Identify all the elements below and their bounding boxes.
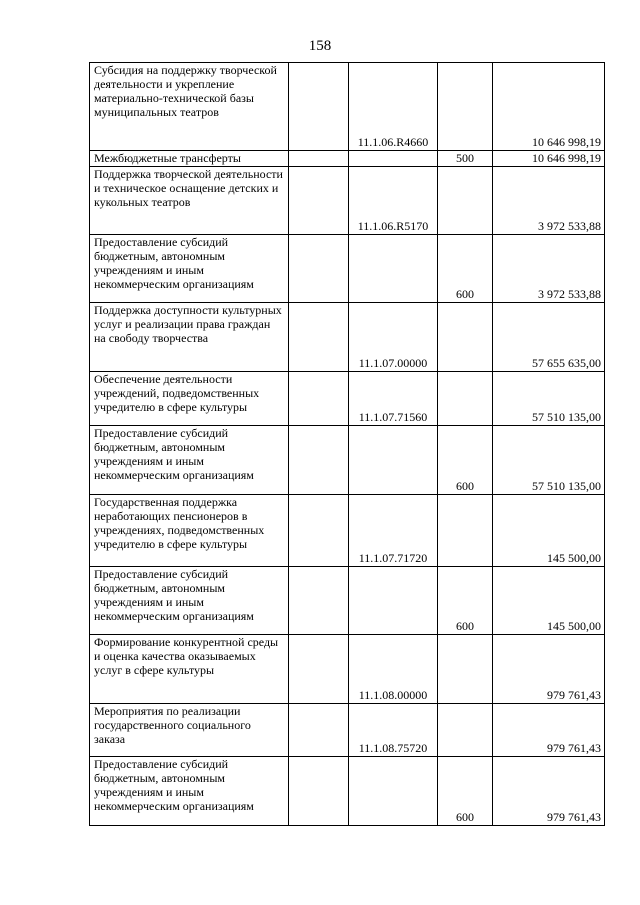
row-code [349, 567, 438, 635]
row-amount: 10 646 998,19 [493, 151, 605, 167]
table-row [90, 495, 605, 567]
row-type: 500 [438, 151, 493, 167]
row-code: 11.1.08.00000 [349, 635, 438, 704]
row-name-cell [90, 426, 289, 495]
row-type: 600 [438, 235, 493, 303]
row-amount: 57 510 135,00 [493, 426, 605, 495]
row-name-cell [90, 635, 289, 704]
row-type [438, 704, 493, 757]
row-name-cell [90, 63, 289, 151]
row-name-cell [90, 151, 289, 167]
row-code [349, 235, 438, 303]
row-amount: 3 972 533,88 [493, 167, 605, 235]
table-row [90, 426, 605, 495]
row-name-cell [90, 303, 289, 372]
row-name-cell [90, 757, 289, 826]
row-program-cell [289, 63, 349, 151]
row-name-cell [90, 704, 289, 757]
row-name: Поддержка доступности культурных услуг и реализации права граждан на свободу творчества [94, 303, 282, 345]
row-code [349, 151, 438, 167]
row-code: 11.1.06.R5170 [349, 167, 438, 235]
row-name: Поддержка творческой деятельности и техническое оснащение детских и кукольных театров [94, 167, 283, 209]
row-type: 600 [438, 757, 493, 826]
row-program-cell [289, 235, 349, 303]
row-code: 11.1.07.71720 [349, 495, 438, 567]
row-name: Обеспечение деятельности учреждений, подведомственных учредителю в сфере культуры [94, 372, 260, 414]
row-code: 11.1.08.75720 [349, 704, 438, 757]
row-amount: 3 972 533,88 [493, 235, 605, 303]
row-amount: 979 761,43 [493, 757, 605, 826]
row-program-cell [289, 704, 349, 757]
table-row [90, 567, 605, 635]
table-row [90, 372, 605, 426]
row-type [438, 167, 493, 235]
row-type [438, 303, 493, 372]
row-name: Предоставление субсидий бюджетным, автономным учреждениям и иным некоммерческим организациям [94, 426, 254, 482]
row-type [438, 635, 493, 704]
row-program-cell [289, 151, 349, 167]
table-row [90, 757, 605, 826]
row-name-cell [90, 235, 289, 303]
row-name: Субсидия на поддержку творческой деятельности и укрепление материально-технической базы муниципальных театров [94, 63, 277, 119]
row-program-cell [289, 372, 349, 426]
row-amount: 10 646 998,19 [493, 63, 605, 151]
table-row [90, 704, 605, 757]
row-code: 11.1.06.R4660 [349, 63, 438, 151]
row-name: Предоставление субсидий бюджетным, автономным учреждениям и иным некоммерческим организациям [94, 235, 254, 291]
row-amount: 145 500,00 [493, 567, 605, 635]
row-code [349, 426, 438, 495]
row-type [438, 372, 493, 426]
row-code: 11.1.07.71560 [349, 372, 438, 426]
row-name: Формирование конкурентной среды и оценка качества оказываемых услуг в сфере культуры [94, 635, 279, 677]
row-program-cell [289, 567, 349, 635]
row-amount: 57 510 135,00 [493, 372, 605, 426]
row-program-cell [289, 303, 349, 372]
row-name: Государственная поддержка неработающих пенсионеров в учреждениях, подведомственных учредителю в сфере культуры [94, 495, 265, 551]
row-name-cell [90, 167, 289, 235]
row-type [438, 495, 493, 567]
table-row [90, 635, 605, 704]
row-program-cell [289, 167, 349, 235]
row-program-cell [289, 635, 349, 704]
row-name-cell [90, 372, 289, 426]
table-row [90, 303, 605, 372]
row-amount: 57 655 635,00 [493, 303, 605, 372]
table-row [90, 235, 605, 303]
row-name-cell [90, 567, 289, 635]
table-row [90, 63, 605, 151]
row-name: Предоставление субсидий бюджетным, автономным учреждениям и иным некоммерческим организациям [94, 567, 254, 623]
row-code: 11.1.07.00000 [349, 303, 438, 372]
row-program-cell [289, 426, 349, 495]
budget-table [89, 62, 605, 826]
row-amount: 979 761,43 [493, 635, 605, 704]
row-name: Предоставление субсидий бюджетным, автономным учреждениям и иным некоммерческим организациям [94, 757, 254, 813]
row-type: 600 [438, 426, 493, 495]
row-type [438, 63, 493, 151]
table-row [90, 167, 605, 235]
row-amount: 145 500,00 [493, 495, 605, 567]
row-amount: 979 761,43 [493, 704, 605, 757]
row-type: 600 [438, 567, 493, 635]
page-number: 158 [308, 38, 332, 54]
row-name: Межбюджетные трансферты [94, 151, 241, 165]
row-program-cell [289, 495, 349, 567]
row-name: Мероприятия по реализации государственного социального заказа [94, 704, 251, 746]
row-code [349, 757, 438, 826]
table-row [90, 151, 605, 167]
row-name-cell [90, 495, 289, 567]
row-program-cell [289, 757, 349, 826]
